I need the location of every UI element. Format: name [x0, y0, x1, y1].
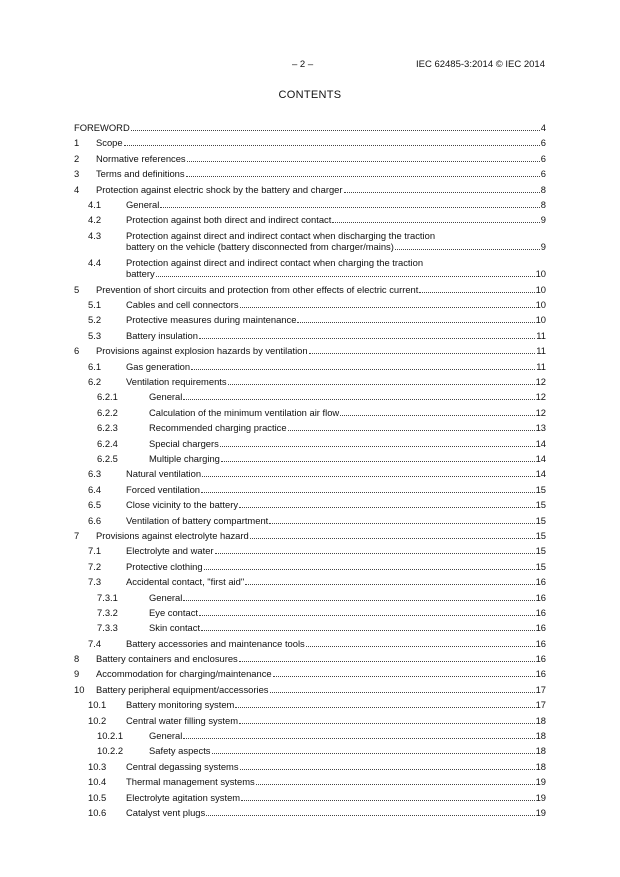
toc-entry[interactable] — [74, 330, 546, 342]
dot-leader — [240, 769, 535, 770]
toc-entry-number: 5.2 — [88, 314, 102, 326]
toc-entry[interactable] — [74, 361, 546, 373]
toc-entry[interactable] — [74, 776, 546, 788]
toc-entry-page: 8 — [540, 198, 546, 210]
toc-entry-page: 10 — [535, 283, 546, 295]
dot-leader — [221, 461, 535, 462]
toc-entry-page: 15 — [535, 499, 546, 511]
toc-entry-title: Electrolyte and water — [126, 545, 214, 557]
toc-entry-title: Protective measures during maintenance — [126, 314, 297, 326]
toc-entry-page: 10 — [535, 299, 546, 311]
toc-entry[interactable] — [74, 807, 546, 819]
toc-entry-title: Accommodation for charging/maintenance — [96, 668, 272, 680]
toc-entry-number: 3 — [74, 168, 80, 180]
toc-entry-title: Central degassing systems — [126, 760, 239, 772]
toc-entry-title: Protection against direct and indirect contact when discharging the traction — [126, 229, 436, 241]
dot-leader — [256, 784, 535, 785]
toc-entry-page: 16 — [535, 576, 546, 588]
toc-entry-number: 4.2 — [88, 214, 102, 226]
toc-entry[interactable] — [74, 561, 546, 573]
toc-entry-page: 16 — [535, 668, 546, 680]
toc-entry-number: 7.3.3 — [97, 622, 118, 634]
dot-leader — [395, 249, 540, 250]
toc-entry-title: Ventilation of battery compartment — [126, 514, 269, 526]
toc-entry-page: 17 — [535, 683, 546, 695]
toc-entry[interactable] — [74, 761, 546, 773]
dot-leader — [241, 800, 534, 801]
toc-entry-page: 10 — [535, 314, 546, 326]
toc-entry-title: Thermal management systems — [126, 776, 255, 788]
toc-entry-number: 4.4 — [88, 256, 102, 268]
toc-entry-title: Central water filling system — [126, 714, 239, 726]
dot-leader — [239, 661, 535, 662]
toc-entry-number: 6.2.5 — [97, 453, 118, 464]
dot-leader — [306, 646, 535, 647]
toc-entry-page: 14 — [535, 468, 546, 480]
toc-entry-title: Eye contact — [149, 606, 198, 618]
toc-entry[interactable] — [74, 345, 546, 357]
toc-entry-number: 6.5 — [88, 499, 102, 511]
toc-entry-title: Natural ventilation — [126, 468, 202, 480]
dot-leader — [240, 307, 535, 308]
toc-entry-title: Safety aspects — [149, 745, 211, 757]
toc-entry-title: Battery peripheral equipment/accessories — [96, 683, 269, 695]
toc-entry[interactable] — [74, 453, 546, 465]
toc-entry-title: Gas generation — [126, 360, 191, 372]
toc-entry-number: 7 — [74, 529, 80, 541]
toc-entry-number: 10.2.1 — [97, 730, 124, 742]
toc-entry[interactable] — [74, 407, 546, 419]
toc-entry-page: 12 — [535, 376, 546, 388]
toc-entry-number: 5.1 — [88, 299, 102, 311]
toc-entry-number: 10.4 — [88, 776, 107, 788]
toc-entry-title: Cables and cell connectors — [126, 299, 239, 311]
toc-entry-title: Special chargers — [149, 437, 219, 449]
toc-entry-number: 6.2.3 — [97, 422, 118, 434]
toc-entry[interactable] — [74, 199, 546, 211]
toc-entry-number: 6.6 — [88, 514, 102, 526]
dot-leader — [199, 338, 535, 339]
dot-leader — [204, 569, 535, 570]
toc-entry[interactable] — [74, 745, 546, 757]
table-of-contents — [74, 122, 546, 819]
toc-entry[interactable] — [74, 576, 546, 588]
toc-entry[interactable] — [74, 684, 546, 696]
toc-entry-page: 10 — [535, 268, 546, 280]
toc-entry[interactable] — [74, 122, 546, 134]
toc-entry-number: 8 — [74, 653, 80, 665]
dot-leader — [187, 161, 540, 162]
toc-entry[interactable] — [74, 376, 546, 388]
dot-leader — [340, 415, 534, 416]
toc-entry[interactable] — [74, 607, 546, 619]
toc-entry-title: FOREWORD — [74, 122, 130, 133]
toc-entry[interactable] — [74, 257, 546, 280]
toc-entry-number: 7.3 — [88, 576, 102, 588]
toc-entry[interactable] — [74, 137, 546, 149]
toc-entry-title: Prevention of short circuits and protection from other effects of electric current — [96, 283, 419, 295]
dot-leader — [273, 676, 535, 677]
toc-entry[interactable] — [74, 699, 546, 711]
toc-entry[interactable] — [74, 545, 546, 557]
toc-entry-page: 9 — [540, 241, 546, 253]
toc-entry-number: 7.3.1 — [97, 591, 118, 603]
toc-entry[interactable] — [74, 730, 546, 742]
toc-entry-page: 11 — [536, 360, 546, 372]
toc-entry-title: Protection against both direct and indirect contact — [126, 214, 332, 226]
toc-entry[interactable] — [74, 468, 546, 480]
toc-entry-title-continued: battery on the vehicle (battery disconnected from charger/mains) — [126, 241, 394, 253]
toc-entry-number: 6.2.2 — [97, 406, 118, 418]
dot-leader — [201, 630, 534, 631]
toc-entry-number: 4.3 — [88, 229, 102, 241]
dot-leader — [270, 692, 535, 693]
page-title: CONTENTS — [278, 89, 342, 101]
toc-entry-page: 9 — [540, 214, 546, 226]
dot-leader — [186, 176, 540, 177]
page-number: – 2 – — [292, 59, 314, 70]
toc-entry[interactable] — [74, 214, 546, 226]
toc-entry-number: 10.3 — [88, 760, 107, 772]
toc-entry-title: Scope — [96, 137, 123, 149]
toc-entry[interactable] — [74, 668, 546, 680]
toc-entry-page: 13 — [535, 422, 546, 434]
dot-leader — [309, 353, 536, 354]
dot-leader — [269, 523, 534, 524]
toc-entry[interactable] — [74, 168, 546, 180]
toc-entry-page: 16 — [535, 591, 546, 603]
toc-entry-number: 10.5 — [88, 791, 107, 803]
toc-entry-number: 2 — [74, 152, 80, 164]
dot-leader — [212, 753, 535, 754]
toc-entry-title: Battery containers and enclosures — [96, 653, 238, 665]
toc-entry-number: 10.6 — [88, 806, 107, 818]
dot-leader — [160, 207, 539, 208]
toc-entry-title: General — [149, 391, 183, 403]
toc-entry-title: Recommended charging practice — [149, 422, 287, 434]
toc-entry-number: 6.2.1 — [97, 391, 118, 403]
toc-entry-number: 6 — [74, 345, 80, 357]
toc-entry-title: Provisions against explosion hazards by ventilation — [96, 345, 308, 357]
toc-entry-title: Battery accessories and maintenance tools — [126, 637, 305, 649]
dot-leader — [201, 492, 535, 493]
toc-entry-page: 11 — [536, 329, 546, 341]
toc-entry[interactable] — [74, 499, 546, 511]
toc-entry-title: Multiple charging — [149, 453, 220, 464]
toc-entry-page: 14 — [535, 453, 546, 464]
dot-leader — [183, 600, 534, 601]
toc-entry-page: 12 — [535, 406, 546, 418]
toc-entry-page: 15 — [535, 514, 546, 526]
toc-entry-number: 10 — [74, 683, 85, 695]
toc-entry[interactable] — [74, 230, 546, 253]
toc-entry-page: 19 — [535, 806, 546, 818]
dot-leader — [183, 399, 534, 400]
standard-reference: IEC 62485-3:2014 © IEC 2014 — [415, 59, 545, 70]
toc-entry-title: Battery monitoring system — [126, 699, 235, 711]
toc-entry-title: Close vicinity to the battery — [126, 499, 239, 511]
dot-leader — [419, 292, 534, 293]
toc-entry-page: 18 — [535, 760, 546, 772]
toc-entry-title: Terms and definitions — [96, 168, 185, 180]
dot-leader — [239, 723, 535, 724]
toc-entry-page: 16 — [535, 637, 546, 649]
toc-entry-title-continued: battery — [126, 268, 155, 280]
dot-leader — [202, 476, 535, 477]
toc-entry[interactable] — [74, 153, 546, 165]
toc-entry[interactable] — [74, 638, 546, 650]
toc-entry-page: 14 — [535, 437, 546, 449]
toc-entry-title: Forced ventilation — [126, 483, 200, 495]
dot-leader — [183, 738, 534, 739]
dot-leader — [239, 507, 535, 508]
toc-entry-number: 10.1 — [88, 699, 107, 711]
toc-entry[interactable] — [74, 299, 546, 311]
toc-entry-page: 15 — [535, 483, 546, 495]
toc-entry[interactable] — [74, 515, 546, 527]
toc-entry[interactable] — [74, 530, 546, 542]
toc-entry[interactable] — [74, 792, 546, 804]
toc-entry-number: 10.2 — [88, 714, 107, 726]
toc-entry-page: 15 — [535, 529, 546, 541]
toc-entry-page: 12 — [535, 391, 546, 403]
dot-leader — [131, 130, 540, 131]
toc-entry-page: 16 — [535, 653, 546, 665]
toc-entry-page: 19 — [535, 791, 546, 803]
toc-entry-number: 4 — [74, 183, 80, 195]
toc-entry[interactable] — [74, 184, 546, 196]
dot-leader — [220, 446, 535, 447]
toc-entry-number: 7.3.2 — [97, 606, 118, 618]
dot-leader — [199, 615, 535, 616]
toc-entry-number: 7.4 — [88, 637, 102, 649]
toc-entry-page: 11 — [536, 345, 546, 357]
dot-leader — [250, 538, 535, 539]
toc-entry-number: 7.2 — [88, 560, 102, 572]
dot-leader — [206, 815, 534, 816]
toc-entry-page: 15 — [535, 545, 546, 557]
toc-entry-page: 6 — [540, 168, 546, 180]
dot-leader — [156, 276, 535, 277]
toc-entry-title: General — [149, 730, 183, 742]
dot-leader — [344, 192, 540, 193]
toc-entry[interactable] — [74, 438, 546, 450]
toc-entry-number: 4.1 — [88, 198, 102, 210]
toc-entry-number: 9 — [74, 668, 80, 680]
toc-entry[interactable] — [74, 314, 546, 326]
dot-leader — [332, 222, 539, 223]
toc-entry[interactable] — [74, 622, 546, 634]
toc-entry-title: Accidental contact, "first aid" — [126, 576, 245, 588]
toc-entry-title: Battery insulation — [126, 329, 198, 341]
toc-entry-page: 6 — [540, 137, 546, 149]
dot-leader — [288, 430, 535, 431]
toc-entry-title: Catalyst vent plugs — [126, 806, 206, 818]
toc-entry-title: Protective clothing — [126, 560, 203, 572]
toc-entry-title: Provisions against electrolyte hazard — [96, 529, 249, 541]
toc-entry-number: 5 — [74, 283, 80, 295]
toc-entry-title: Normative references — [96, 152, 186, 164]
toc-entry-page: 4 — [540, 122, 546, 133]
toc-entry-page: 18 — [535, 714, 546, 726]
toc-entry-title: Protection against direct and indirect contact when charging the traction — [126, 256, 424, 268]
dot-leader — [245, 584, 534, 585]
dot-leader — [297, 322, 534, 323]
toc-entry-number: 6.1 — [88, 360, 102, 372]
toc-entry-page: 18 — [535, 730, 546, 742]
toc-entry[interactable] — [74, 484, 546, 496]
toc-entry-title: Ventilation requirements — [126, 376, 227, 388]
toc-entry-number: 6.2.4 — [97, 437, 118, 449]
dot-leader — [228, 384, 535, 385]
toc-entry-number: 7.1 — [88, 545, 102, 557]
toc-entry[interactable] — [74, 284, 546, 296]
toc-entry-number: 6.2 — [88, 376, 102, 388]
toc-entry-page: 19 — [535, 776, 546, 788]
toc-entry-title: Calculation of the minimum ventilation air flow — [149, 406, 340, 418]
toc-entry-title: Protection against electric shock by the battery and charger — [96, 183, 343, 195]
toc-entry[interactable] — [74, 653, 546, 665]
toc-entry-page: 18 — [535, 745, 546, 757]
toc-entry-number: 5.3 — [88, 329, 102, 341]
toc-entry-page: 8 — [540, 183, 546, 195]
dot-leader — [215, 553, 535, 554]
toc-entry-title: Electrolyte agitation system — [126, 791, 241, 803]
toc-entry-page: 16 — [535, 622, 546, 634]
dot-leader — [191, 369, 535, 370]
toc-entry-number: 10.2.2 — [97, 745, 124, 757]
dot-leader — [235, 707, 534, 708]
toc-entry-title: General — [126, 198, 160, 210]
toc-entry[interactable] — [74, 592, 546, 604]
toc-entry-number: 1 — [74, 137, 80, 149]
toc-entry[interactable] — [74, 715, 546, 727]
toc-entry[interactable] — [74, 422, 546, 434]
toc-entry-title: Skin contact — [149, 622, 201, 634]
dot-leader — [124, 145, 540, 146]
toc-entry-page: 17 — [535, 699, 546, 711]
toc-entry-page: 15 — [535, 560, 546, 572]
toc-entry-number: 6.4 — [88, 483, 102, 495]
toc-entry-page: 6 — [540, 152, 546, 164]
toc-entry-title: General — [149, 591, 183, 603]
toc-entry[interactable] — [74, 391, 546, 403]
toc-entry-page: 16 — [535, 606, 546, 618]
toc-entry-number: 6.3 — [88, 468, 102, 480]
